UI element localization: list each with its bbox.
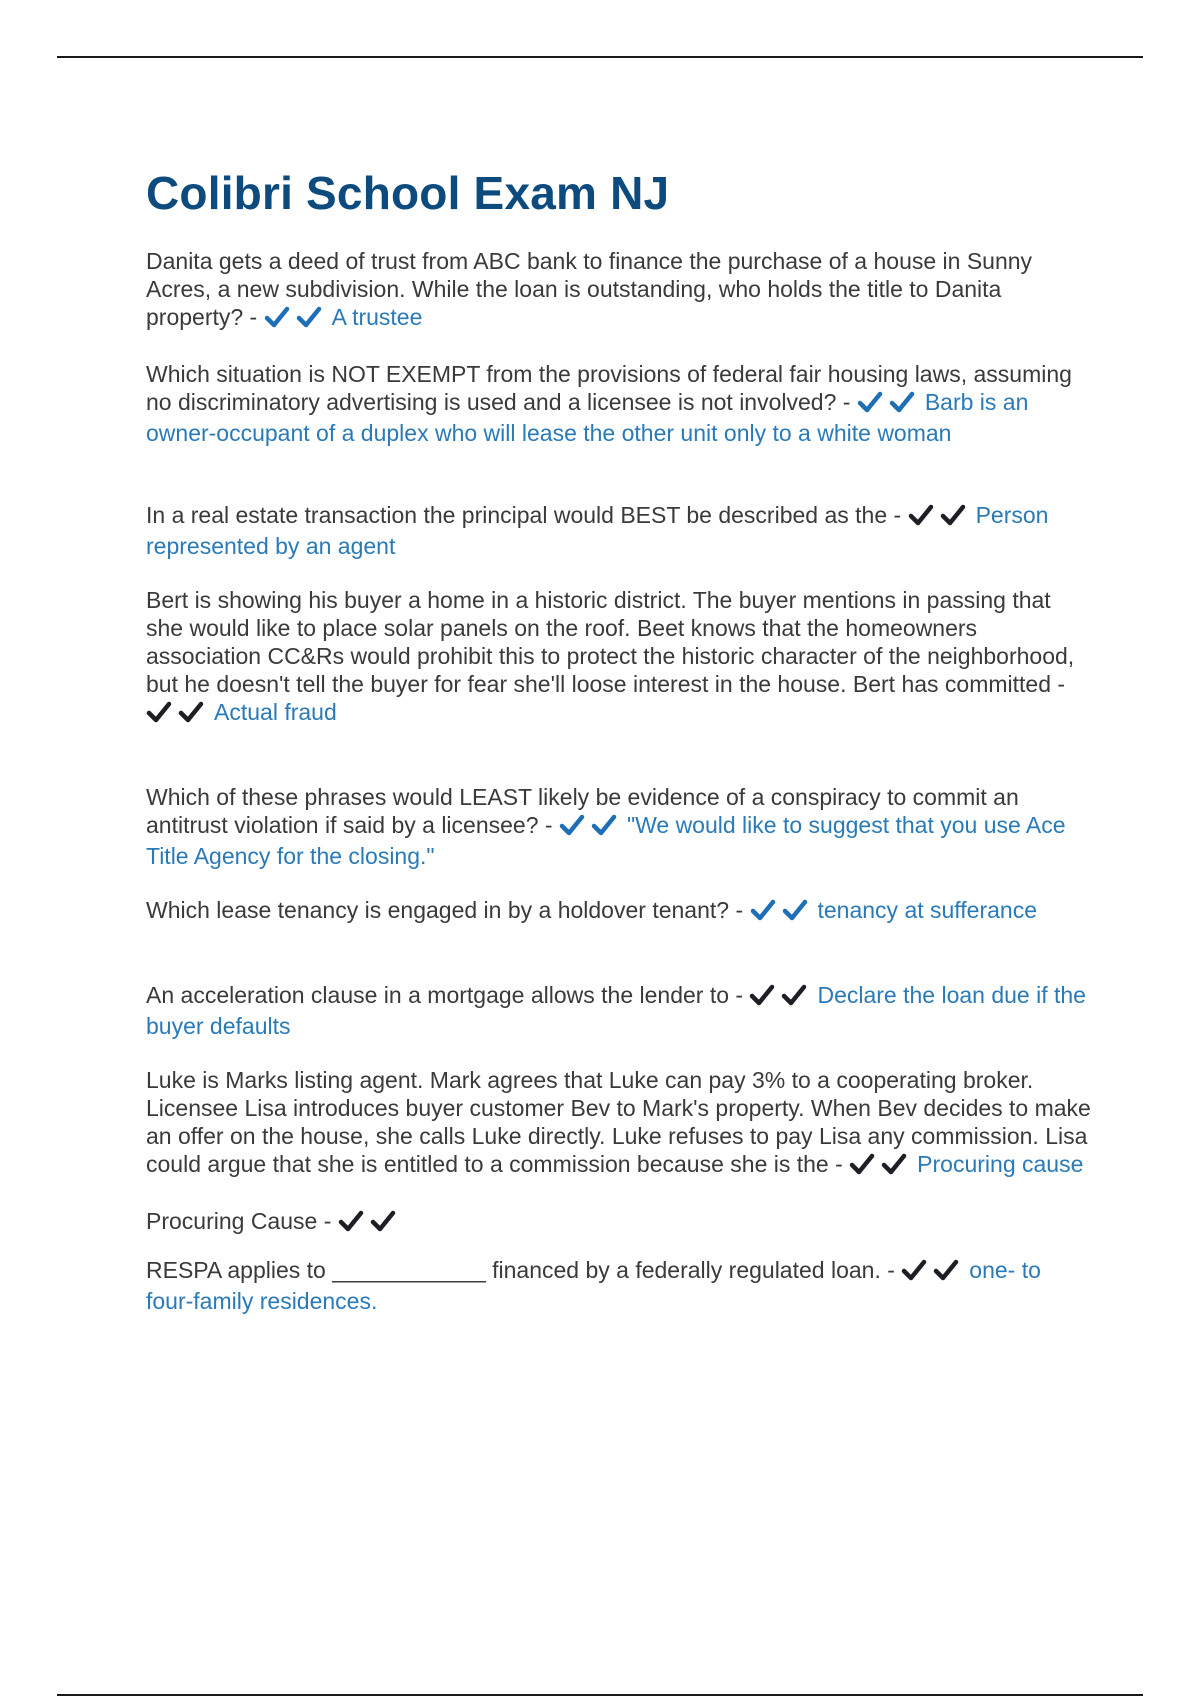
question-item (146, 247, 1091, 334)
answer-text: Actual fraud (214, 698, 337, 725)
document-body (146, 168, 1091, 1315)
answer-text: A trustee (331, 303, 423, 330)
question-item (146, 1066, 1091, 1181)
question-text: Luke is Marks listing agent. Mark agrees that Luke can pay 3% to a cooperating broker. Licensee Lisa introduces buyer customer Bev to Mark's property. When Bev decides to make an offer on the house, she calls Luke directly. Luke refuses to pay Lisa any commission. Lisa could argue that she is entitled to a commission because she is the - (146, 1066, 1091, 1177)
double-check-icon (750, 899, 814, 927)
question-item (146, 501, 1091, 560)
question-item (146, 1256, 1091, 1315)
double-check-icon (264, 306, 328, 334)
question-text: Which of these phrases would LEAST likely be evidence of a conspiracy to commit an antitrust violation if said by a licensee? - (146, 783, 1019, 838)
answer-text: Procuring cause (917, 1150, 1084, 1177)
question-text: Which lease tenancy is engaged in by a holdover tenant? - (146, 896, 744, 923)
question-text: RESPA applies to ____________ financed by a federally regulated loan. - (146, 1256, 895, 1283)
question-item (146, 981, 1091, 1040)
double-check-icon (559, 814, 623, 842)
double-check-icon (146, 701, 210, 729)
question-text: Bert is showing his buyer a home in a historic district. The buyer mentions in passing that she would like to place solar panels on the roof. Beet knows that the homeowners association CC&Rs would prohibit this to protect the historic character of the neighborhood, but he doesn't tell the buyer for fear she'll loose interest in the house. Bert has committed - (146, 586, 1075, 697)
question-item (146, 783, 1091, 870)
double-check-icon (749, 984, 813, 1012)
question-text: Danita gets a deed of trust from ABC bank to finance the purchase of a house in Sunny Acres, a new subdivision. While the loan is outstanding, who holds the title to Danita property? - (146, 247, 1033, 330)
double-check-icon (849, 1153, 913, 1181)
question-text: Which situation is NOT EXEMPT from the provisions of federal fair housing laws, assuming no discriminatory advertising is used and a licensee is not involved? - (146, 360, 1072, 415)
question-item (146, 896, 1091, 927)
question-item (146, 1207, 1091, 1238)
page-title: Colibri School Exam NJ (146, 167, 670, 219)
double-check-icon (908, 504, 972, 532)
question-item (146, 586, 1091, 729)
bottom-rule (57, 1694, 1143, 1696)
question-text: An acceleration clause in a mortgage allows the lender to - (146, 981, 744, 1008)
double-check-icon (901, 1259, 965, 1287)
double-check-icon (338, 1210, 402, 1238)
answer-text: tenancy at sufferance (817, 896, 1037, 923)
answer-text: "We would like to suggest that you use Ace Title Agency for the closing." (146, 811, 1066, 869)
answer-text: Declare the loan due if the buyer defaults (146, 981, 1086, 1039)
top-rule (57, 56, 1143, 58)
question-text: Procuring Cause - (146, 1207, 332, 1234)
question-item (146, 360, 1091, 447)
question-text: In a real estate transaction the principal would BEST be described as the - (146, 501, 902, 528)
answer-text: one- to four-family residences. (146, 1256, 1041, 1314)
answer-text: Barb is an owner-occupant of a duplex who will lease the other unit only to a white woman (146, 388, 1029, 446)
double-check-icon (857, 391, 921, 419)
answer-text: Person represented by an agent (146, 501, 1049, 559)
